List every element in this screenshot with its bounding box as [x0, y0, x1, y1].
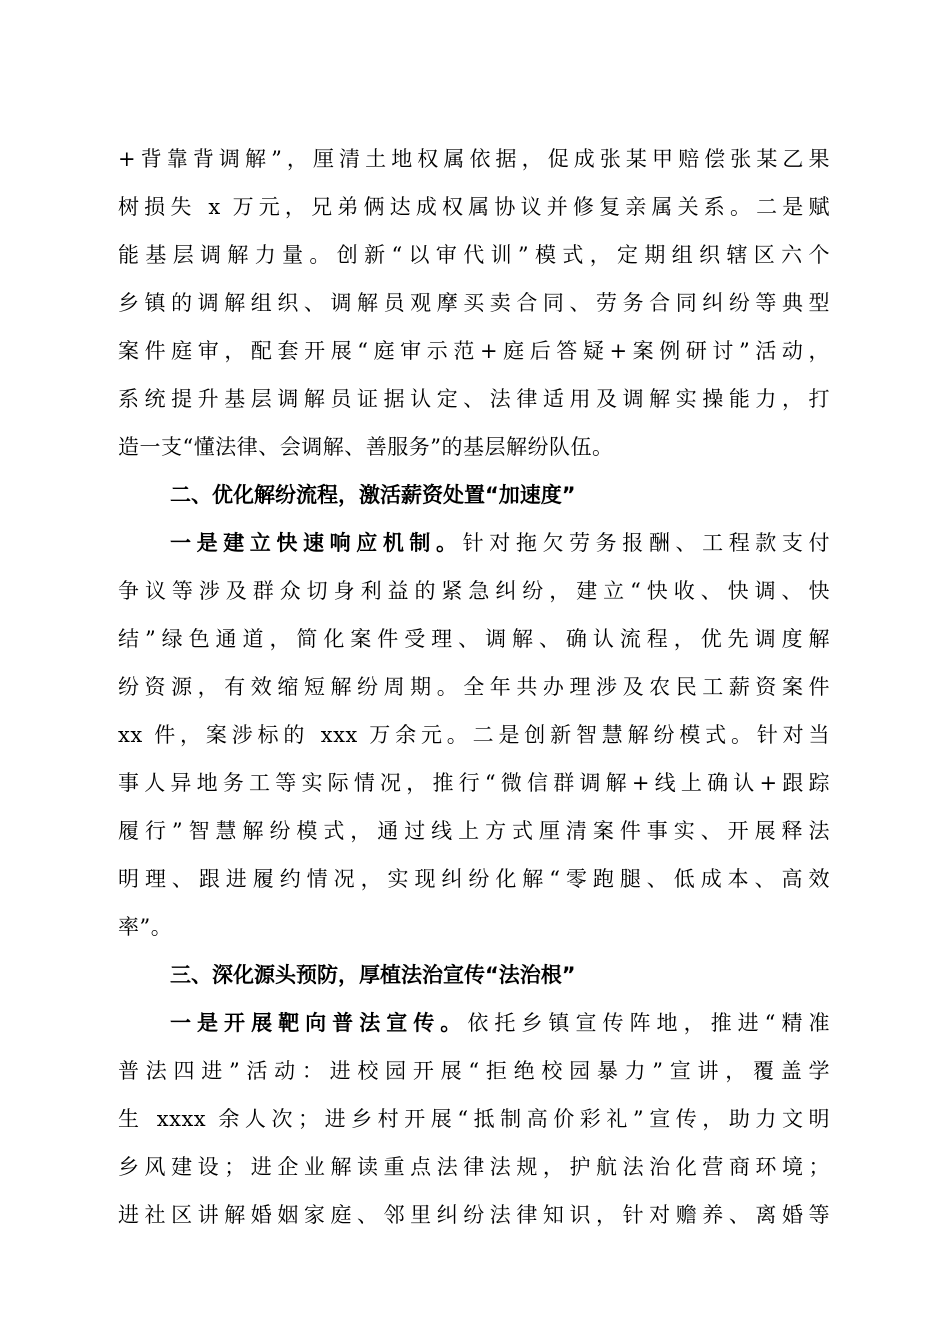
paragraph-lead: 一是建立快速响应机制。: [170, 530, 463, 555]
section-heading: 二、优化解纷流程，激活薪资处置“加速度”: [170, 483, 576, 507]
paragraph-text: 依托乡镇宣传阵地，推进“精准: [467, 1011, 830, 1035]
paragraph-line: 乡风建设；进企业解读重点法律法规，护航法治化营商环境；: [118, 1155, 830, 1179]
paragraph-line: 结”绿色通道，简化案件受理、调解、确认流程，优先调度解: [118, 627, 830, 651]
paragraph-first-line: [170, 519, 830, 567]
paragraph-line: 树损失 x 万元，兄弟俩达成权属协议并修复亲属关系。二是赋: [118, 195, 830, 219]
paragraph-line: 履行”智慧解纷模式，通过线上方式厘清案件事实、开展释法: [118, 819, 830, 843]
paragraph-line: 造一支“懂法律、会调解、善服务”的基层解纷队伍。: [118, 435, 614, 459]
paragraph-line: 乡镇的调解组织、调解员观摩买卖合同、劳务合同纠纷等典型: [118, 291, 830, 315]
paragraph-line: 纷资源，有效缩短解纷周期。全年共办理涉及农民工薪资案件: [118, 675, 830, 699]
paragraph-line: 明理、跟进履约情况，实现纠纷化解“零跑腿、低成本、高效: [118, 867, 830, 891]
paragraph-line: 案件庭审，配套开展“庭审示范+庭后答疑+案例研讨”活动，: [118, 339, 830, 363]
paragraph-line: +背靠背调解”，厘清土地权属依据，促成张某甲赔偿张某乙果: [118, 147, 830, 171]
paragraph-line: 争议等涉及群众切身利益的紧急纠纷，建立“快收、快调、快: [118, 579, 830, 603]
paragraph-text: 针对拖欠劳务报酬、工程款支付: [462, 531, 831, 555]
paragraph-line: 进社区讲解婚姻家庭、邻里纠纷法律知识，针对赡养、离婚等: [118, 1203, 830, 1227]
paragraph-line: 事人异地务工等实际情况，推行“微信群调解+线上确认+跟踪: [118, 771, 830, 795]
paragraph-line: 生 xxxx 余人次；进乡村开展“抵制高价彩礼”宣传，助力文明: [118, 1107, 830, 1131]
paragraph-line: 率”。: [118, 915, 173, 939]
paragraph-line: 普法四进”活动：进校园开展“拒绝校园暴力”宣讲，覆盖学: [118, 1059, 830, 1083]
paragraph-first-line: [170, 999, 830, 1047]
paragraph-line: xx 件，案涉标的 xxx 万余元。二是创新智慧解纷模式。针对当: [118, 723, 830, 747]
paragraph-line: 系统提升基层调解员证据认定、法律适用及调解实操能力，打: [118, 387, 830, 411]
paragraph-line: 能基层调解力量。创新“以审代训”模式，定期组织辖区六个: [118, 243, 830, 267]
paragraph-lead: 一是开展靶向普法宣传。: [170, 1010, 468, 1035]
section-heading: 三、深化源头预防，厚植法治宣传“法治根”: [170, 963, 576, 987]
